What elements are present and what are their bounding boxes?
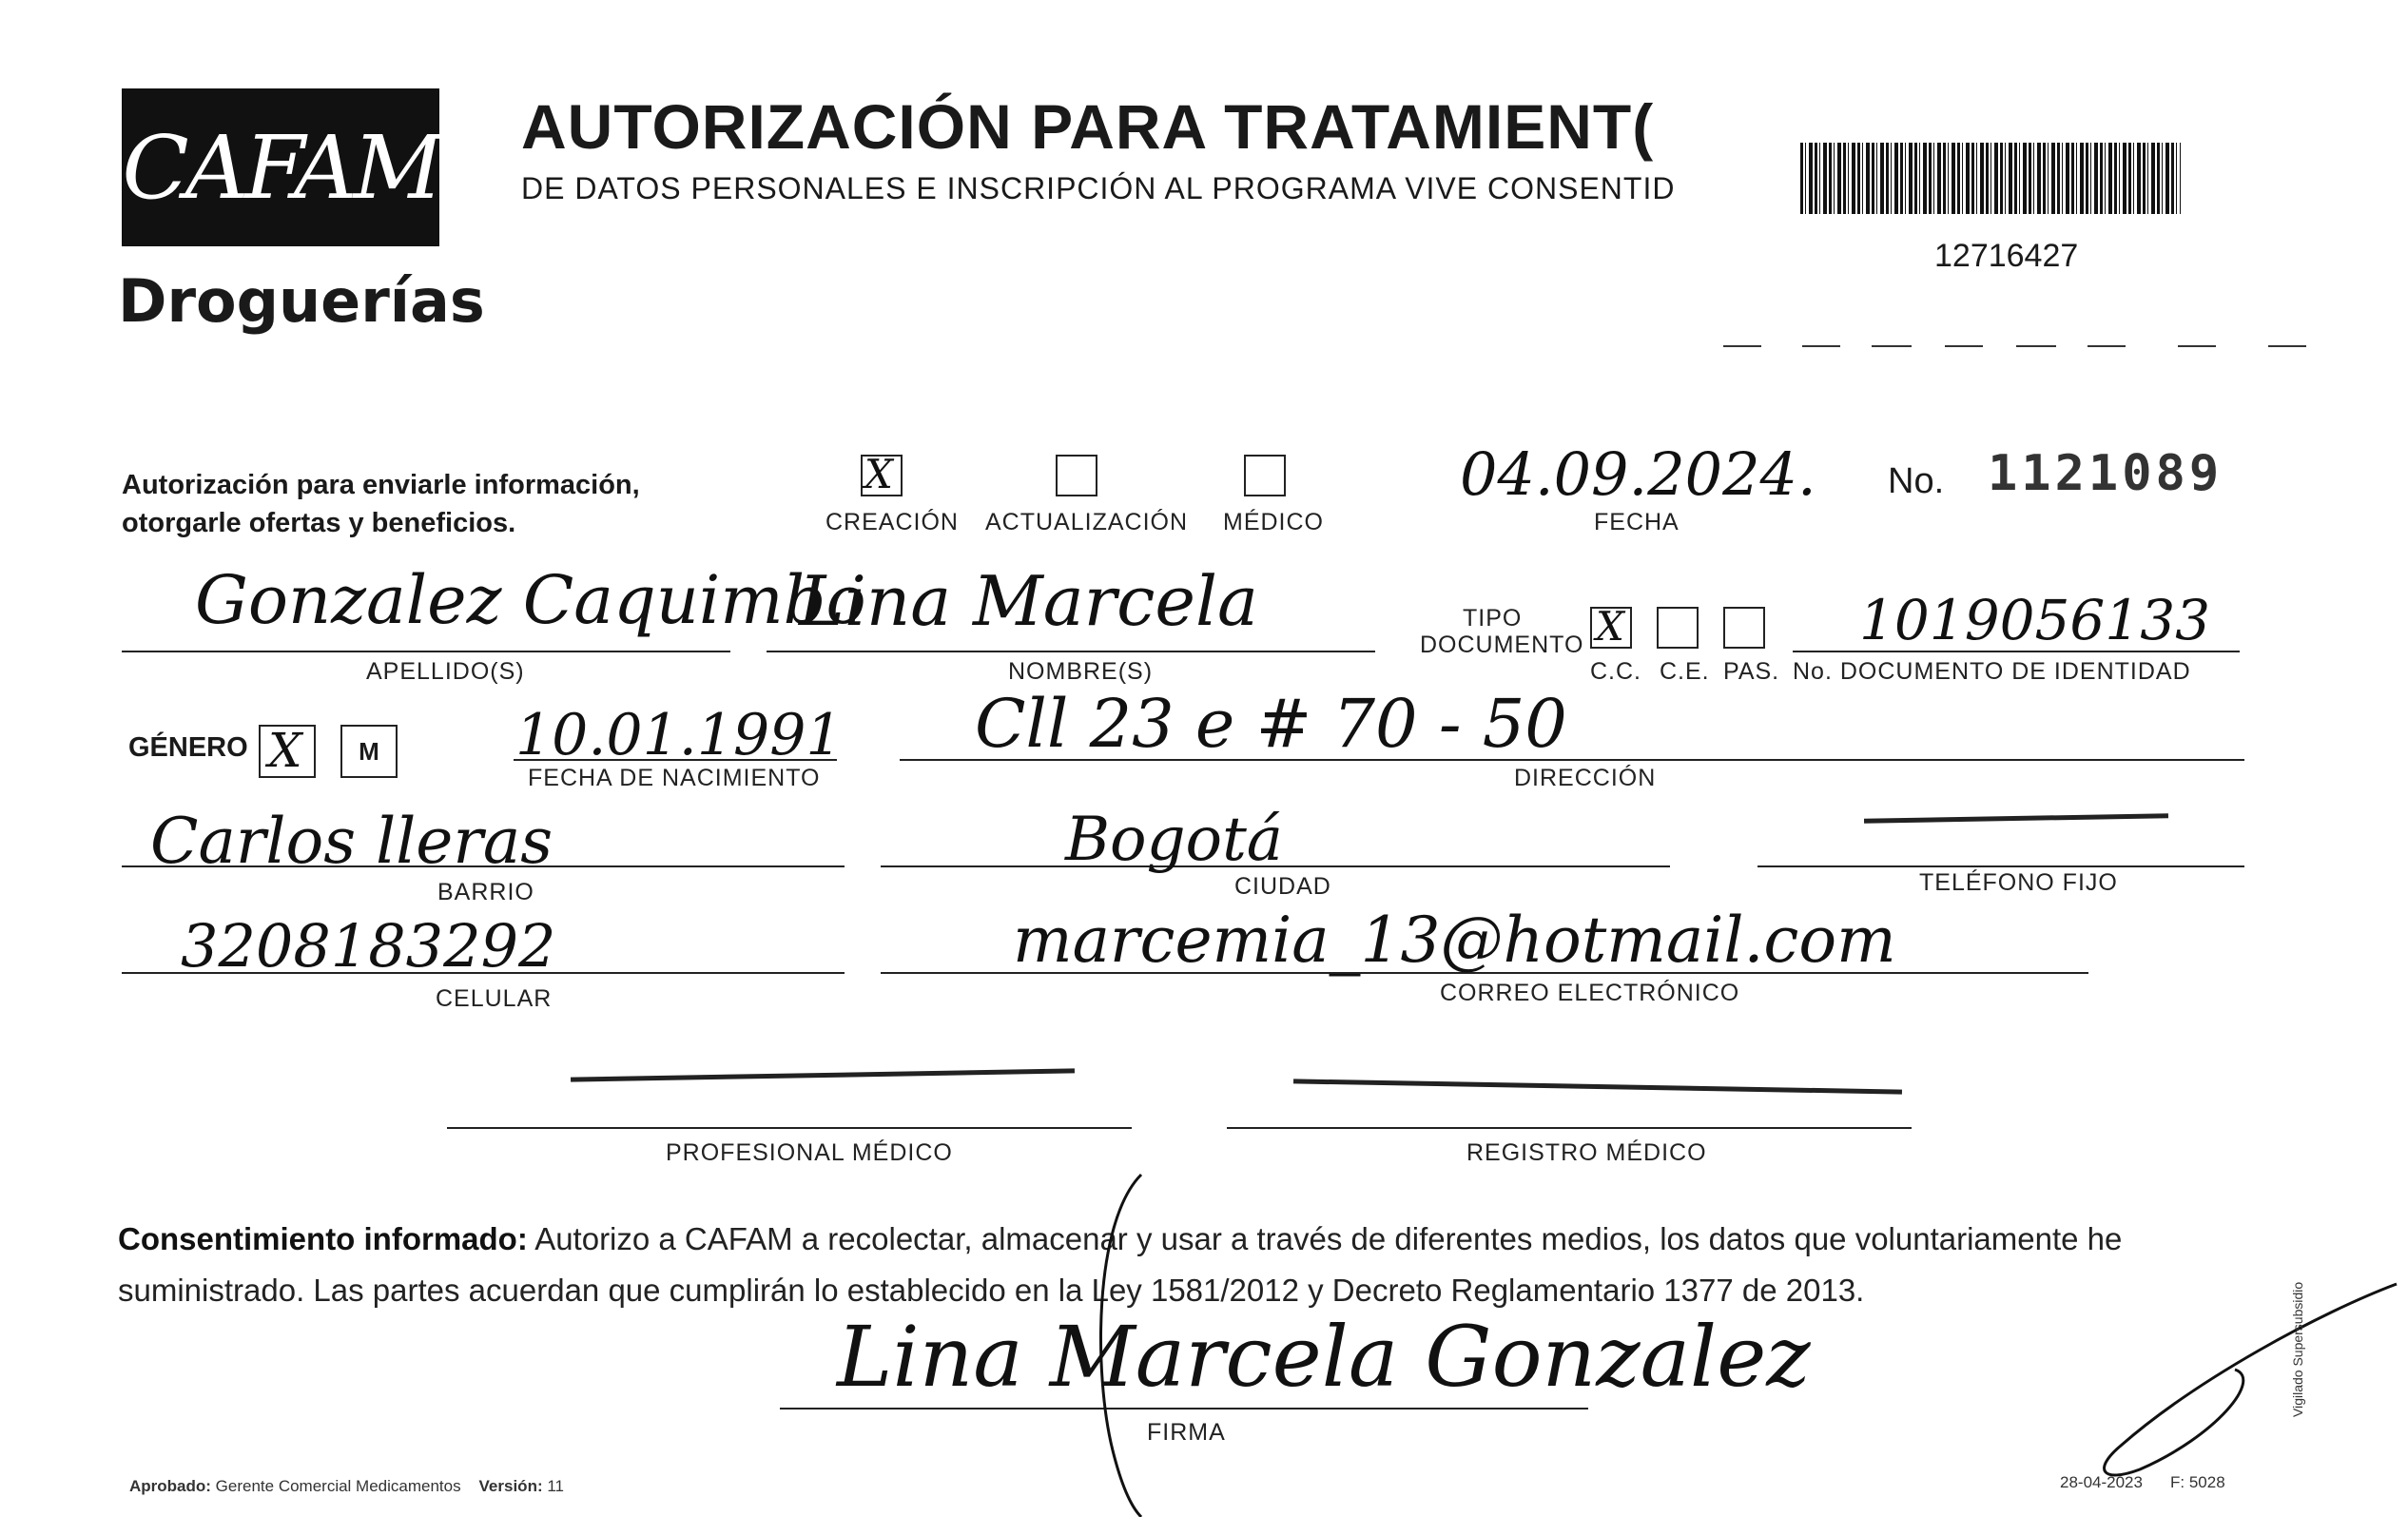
dash-segment (2178, 345, 2216, 347)
label-creacion: CREACIÓN (825, 509, 959, 535)
label-ce: C.E. (1660, 658, 1710, 685)
dash-segment (1945, 345, 1983, 347)
nombres-label: NOMBRE(S) (1008, 658, 1154, 685)
aprobado-value: Gerente Comercial Medicamentos (215, 1477, 461, 1495)
label-medico: MÉDICO (1223, 509, 1324, 535)
label-pas: PAS. (1723, 658, 1780, 685)
signature-handwriting: Lina Marcela Gonzalez (837, 1308, 1811, 1406)
barcode (1800, 143, 2181, 214)
profesional-medico-strike (571, 1068, 1075, 1081)
correo-label: CORREO ELECTRÓNICO (1440, 980, 1740, 1006)
number-label: No. (1888, 461, 1945, 501)
dash-segment (2016, 345, 2056, 347)
checkbox-ce[interactable] (1657, 607, 1699, 649)
telefono-fijo-label: TELÉFONO FIJO (1919, 869, 2118, 896)
checkbox-genero-f[interactable] (259, 725, 316, 778)
dash-segment (1802, 345, 1840, 347)
documento-label: No. DOCUMENTO DE IDENTIDAD (1793, 658, 2191, 685)
checkbox-mark: X (268, 723, 302, 778)
date-label: FECHA (1594, 509, 1680, 535)
barcode-number: 12716427 (1934, 238, 2079, 274)
fecha-nacimiento-value: 10.01.1991 (515, 702, 843, 768)
correo-value: marcemia_13@hotmail.com (1013, 904, 1896, 977)
genero-m-label: M (359, 736, 379, 766)
stamp-swirl (2083, 1265, 2406, 1484)
telefono-fijo-strike (1864, 813, 2168, 824)
logo-text: CAFAM (122, 116, 439, 219)
signature-label: FIRMA (1147, 1419, 1226, 1446)
registro-medico-strike (1293, 1079, 1902, 1094)
consent-title: Consentimiento informado: (118, 1221, 528, 1256)
form-subtitle: DE DATOS PERSONALES E INSCRIPCIÓN AL PROGRAMA VIVE CONSENTID (521, 171, 1676, 205)
aprobado-label: Aprobado: (129, 1477, 211, 1495)
form-title: AUTORIZACIÓN PARA TRATAMIENT( (521, 91, 1655, 162)
checkbox-mark: X (864, 451, 893, 497)
checkbox-pas[interactable] (1723, 607, 1765, 649)
signature-flourish (1084, 1165, 1198, 1517)
authorization-line-1: Autorización para enviarle información, (122, 470, 640, 500)
nombres-value: Lina Marcela (799, 561, 1258, 641)
celular-value: 3208183292 (181, 911, 556, 981)
brand-subtitle: Droguerías (118, 266, 485, 336)
checkbox-creacion[interactable] (861, 451, 903, 497)
tipo-documento-label-2: DOCUMENTO (1420, 632, 1584, 658)
dash-segment (2268, 345, 2306, 347)
date-value: 04.09.2024. (1460, 439, 1816, 509)
direccion-value: Cll 23 e # 70 - 50 (975, 685, 1567, 763)
apellidos-line (122, 651, 730, 652)
checkbox-mark: X (1596, 603, 1624, 650)
footer-code: F: 5028 (2170, 1473, 2225, 1491)
form-number: 1121089 (1988, 445, 2224, 502)
authorization-text (122, 466, 640, 542)
dash-segment (1872, 345, 1912, 347)
barrio-value: Carlos lleras (150, 805, 553, 878)
profesional-medico-label: PROFESIONAL MÉDICO (666, 1139, 953, 1166)
side-vertical-text: Vigilado Supersubsidio (2290, 1281, 2305, 1417)
telefono-fijo-line (1757, 865, 2244, 867)
checkbox-cc[interactable] (1590, 603, 1632, 650)
apellidos-value: Gonzalez Caquimbo (195, 561, 866, 639)
registro-medico-line (1227, 1127, 1912, 1129)
label-actualizacion: ACTUALIZACIÓN (985, 509, 1189, 535)
profesional-medico-line (447, 1127, 1132, 1129)
barrio-label: BARRIO (437, 879, 534, 905)
label-cc: C.C. (1590, 658, 1641, 685)
footer-date: 28-04-2023 (2060, 1473, 2143, 1491)
dash-segment (2088, 345, 2126, 347)
direccion-label: DIRECCIÓN (1514, 765, 1657, 791)
ciudad-label: CIUDAD (1234, 873, 1331, 900)
apellidos-label: APELLIDO(S) (366, 658, 525, 685)
fecha-nacimiento-label: FECHA DE NACIMIENTO (528, 765, 821, 791)
celular-label: CELULAR (436, 985, 553, 1012)
registro-medico-label: REGISTRO MÉDICO (1466, 1139, 1707, 1166)
authorization-line-2: otorgarle ofertas y beneficios. (122, 508, 516, 538)
tipo-documento-label-1: TIPO (1463, 605, 1523, 632)
genero-label: GÉNERO (128, 732, 248, 763)
checkbox-actualizacion[interactable] (1056, 455, 1097, 496)
documento-value: 1019056133 (1859, 588, 2211, 652)
version-label: Versión: (478, 1477, 543, 1495)
cafam-logo (122, 88, 439, 246)
footer-approval (129, 1477, 564, 1496)
dash-segment (1723, 345, 1761, 347)
checkbox-genero-m[interactable] (340, 725, 398, 778)
consent-text: Autorizo a CAFAM a recolectar, almacenar y usar a través de diferentes medios, los datos que voluntariamente he suministrado. Las partes acuerdan que cumplirán lo establecido en la Ley 1581/2012 y Decreto Reglamentario 1377 de 2013. (118, 1221, 2123, 1308)
checkbox-medico[interactable] (1244, 455, 1286, 496)
ciudad-value: Bogotá (1065, 805, 1283, 875)
version-value: 11 (547, 1477, 565, 1495)
nombres-line (767, 651, 1375, 652)
